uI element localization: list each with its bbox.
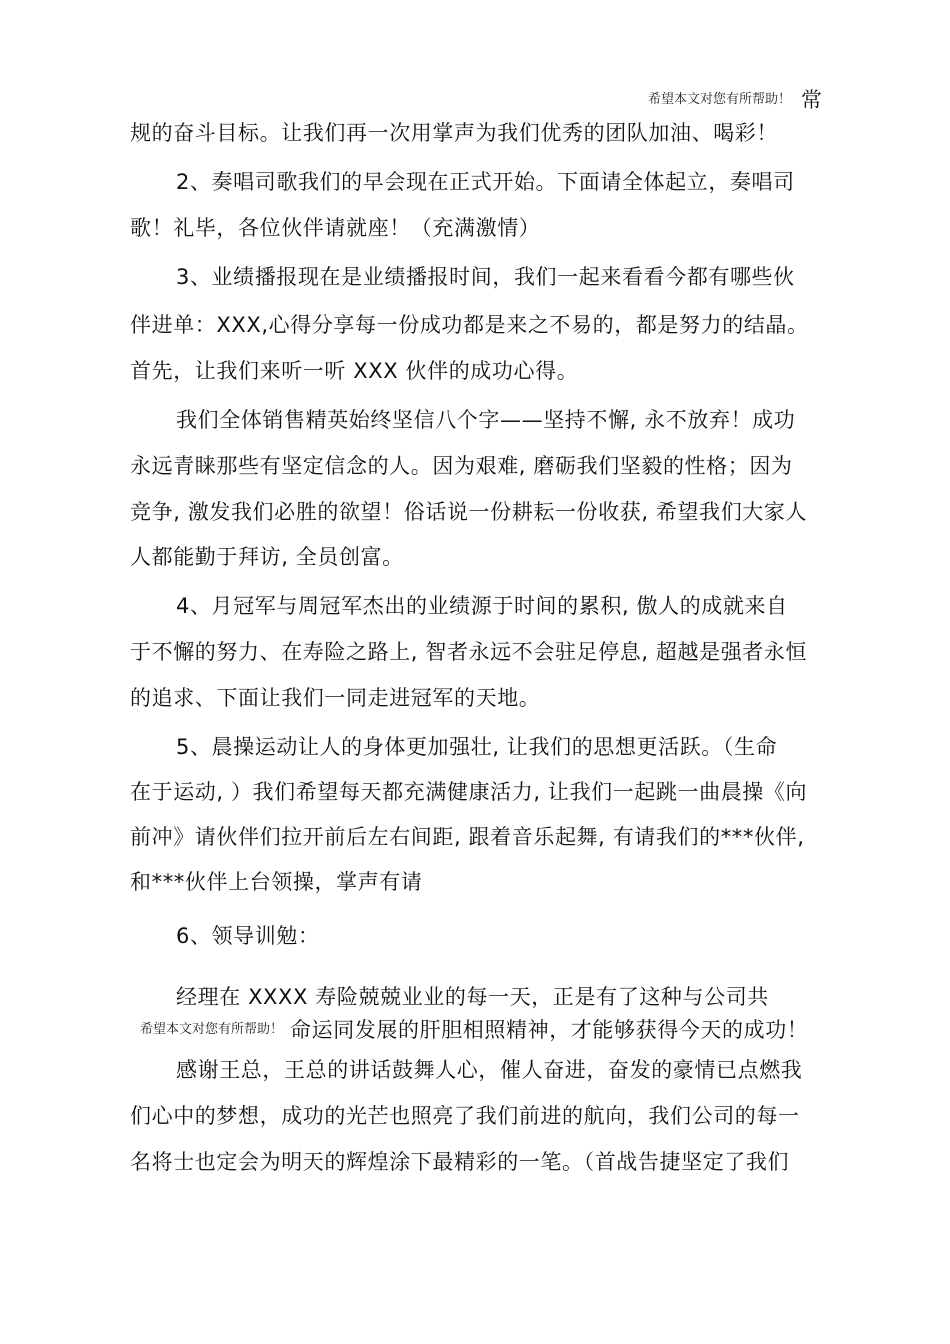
text-line: 感谢王总，王总的讲话鼓舞人心，催人奋进，奋发的豪情已点燃我 bbox=[176, 1058, 803, 1082]
text-line: 歌！礼毕，各位伙伴请就座！（充满激情） bbox=[130, 216, 541, 240]
text-line: 3、业绩播报现在是业绩播报时间，我们一起来看看今都有哪些伙 bbox=[176, 265, 795, 289]
text-line: 于不懈的努力、在寿险之路上, 智者永远不会驻足停息, 超越是强者永恒 bbox=[130, 640, 808, 664]
page-header bbox=[648, 86, 822, 114]
text-line: 伴进单：XXX,心得分享每一份成功都是来之不易的，都是努力的结晶。 bbox=[130, 313, 809, 337]
text-line: 4、月冠军与周冠军杰出的业绩源于时间的累积, 傲人的成就来自 bbox=[176, 594, 788, 618]
text-line: 名将士也定会为明天的辉煌涂下最精彩的一笔。（首战告捷坚定了我们 bbox=[130, 1150, 790, 1174]
text-line: 前冲》请伙伴们拉开前后左右间距, 跟着音乐起舞, 有请我们的***伙伴, bbox=[130, 825, 805, 849]
text-line: 6、领导训勉： bbox=[176, 924, 320, 948]
text-line: 在于运动, ）我们希望每天都充满健康活力, 让我们一起跳一曲晨操《向 bbox=[130, 780, 808, 804]
text-line: 命运同发展的肝胆相照精神，才能够获得今天的成功！ bbox=[290, 1018, 809, 1042]
text-line: 永远青睐那些有坚定信念的人。因为艰难, 磨砺我们坚毅的性格；因为 bbox=[130, 454, 793, 478]
text-line: 的追求、下面让我们一同走进冠军的天地。 bbox=[130, 686, 541, 710]
text-line: 们心中的梦想，成功的光芒也照亮了我们前进的航向，我们公司的每一 bbox=[130, 1104, 800, 1128]
header-continuation-char: 常 bbox=[801, 88, 823, 112]
text-line: 2、奏唱司歌我们的早会现在正式开始。下面请全体起立，奏唱司 bbox=[176, 170, 795, 194]
text-line: 人都能勤于拜访, 全员创富。 bbox=[130, 545, 404, 569]
text-line: 和***伙伴上台领操，掌声有请 bbox=[130, 870, 423, 894]
text-line: 竞争, 激发我们必胜的欲望！俗话说一份耕耘一份收获, 希望我们大家人 bbox=[130, 500, 808, 524]
text-line: 经理在 XXXX 寿险兢兢业业的每一天，正是有了这种与公司共 bbox=[176, 985, 769, 1009]
inline-note: 希望本文对您有所帮助！ bbox=[140, 1022, 284, 1037]
text-line: 规的奋斗目标。让我们再一次用掌声为我们优秀的团队加油、喝彩！ bbox=[130, 121, 778, 145]
text-line: 5、晨操运动让人的身体更加强壮, 让我们的思想更活跃。（生命 bbox=[176, 735, 778, 759]
header-note: 希望本文对您有所帮助！ bbox=[648, 92, 792, 107]
text-line: 首先，让我们来听一听 XXX 伙伴的成功心得。 bbox=[130, 359, 579, 383]
text-line: 我们全体销售精英始终坚信八个字——坚持不懈, 永不放弃！成功 bbox=[176, 408, 796, 432]
